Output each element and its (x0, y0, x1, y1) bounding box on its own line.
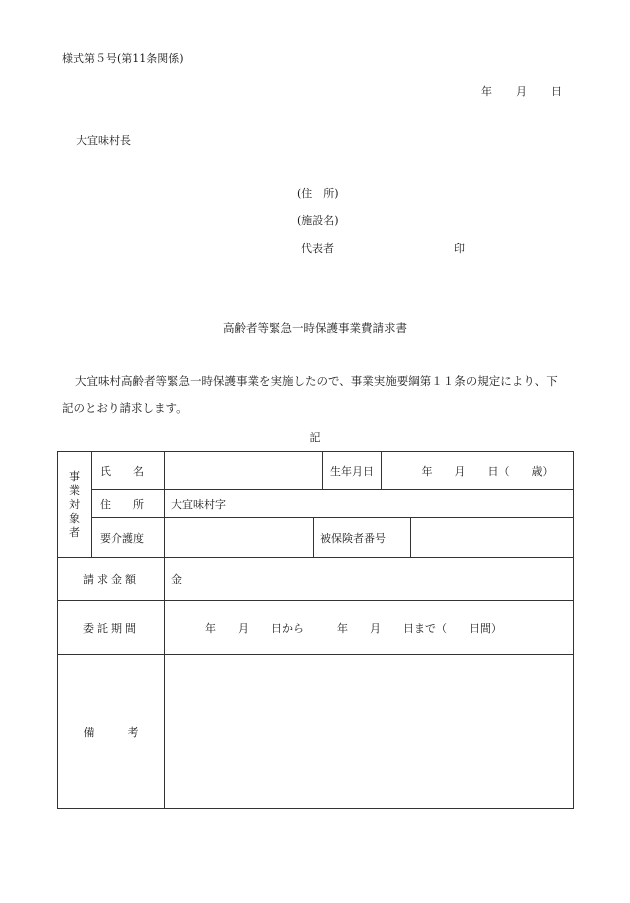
table-row-remarks (58, 655, 574, 809)
representative-label: 代表者 (301, 242, 334, 255)
birth-field[interactable]: 年 月 日（ 歳） (382, 452, 574, 490)
date-year: 年 (481, 85, 492, 98)
care-level-field[interactable] (165, 518, 314, 558)
table-row-amount (58, 558, 574, 601)
insured-number-label: 被保険者番号 (314, 518, 411, 558)
body-line-2: 記のとおり請求します。 (62, 401, 188, 415)
name-field[interactable] (165, 452, 323, 490)
remarks-label: 備 考 (58, 655, 165, 809)
period-field[interactable]: 年 月 日から 年 月 日まで（ 日間） (165, 601, 574, 655)
form-number: 様式第５号(第11条関係) (62, 52, 184, 65)
document-title: 高齢者等緊急一時保護事業費請求書 (223, 321, 407, 335)
amount-field[interactable]: 金 (165, 558, 574, 601)
name-label: 氏 名 (92, 452, 165, 490)
table-row-address (58, 490, 574, 518)
date-day: 日 (551, 85, 562, 98)
table-row-period (58, 601, 574, 655)
subject-group-label: 事 業 対 象 者 (58, 452, 92, 558)
form-table (57, 451, 574, 809)
ki-mark: 記 (309, 431, 321, 444)
facility-label: (施設名) (297, 214, 339, 227)
amount-label: 請求金額 (58, 558, 165, 601)
table-row-name (58, 452, 574, 490)
recipient: 大宜味村長 (76, 134, 131, 147)
address-row-label: 住 所 (92, 490, 165, 518)
period-label: 委託期間 (58, 601, 165, 655)
birth-label: 生年月日 (323, 452, 382, 490)
address-field[interactable]: 大宜味村字 (165, 490, 574, 518)
table-row-care (58, 518, 574, 558)
address-label: (住 所) (297, 187, 339, 200)
care-level-label: 要介護度 (92, 518, 165, 558)
insured-number-field[interactable] (411, 518, 574, 558)
date-month: 月 (516, 85, 527, 98)
seal-mark: 印 (454, 242, 465, 255)
remarks-field[interactable] (165, 655, 574, 809)
body-line-1: 大宜味村高齢者等緊急一時保護事業を実施したので、事業実施要綱第１１条の規定により、下 (75, 374, 558, 388)
